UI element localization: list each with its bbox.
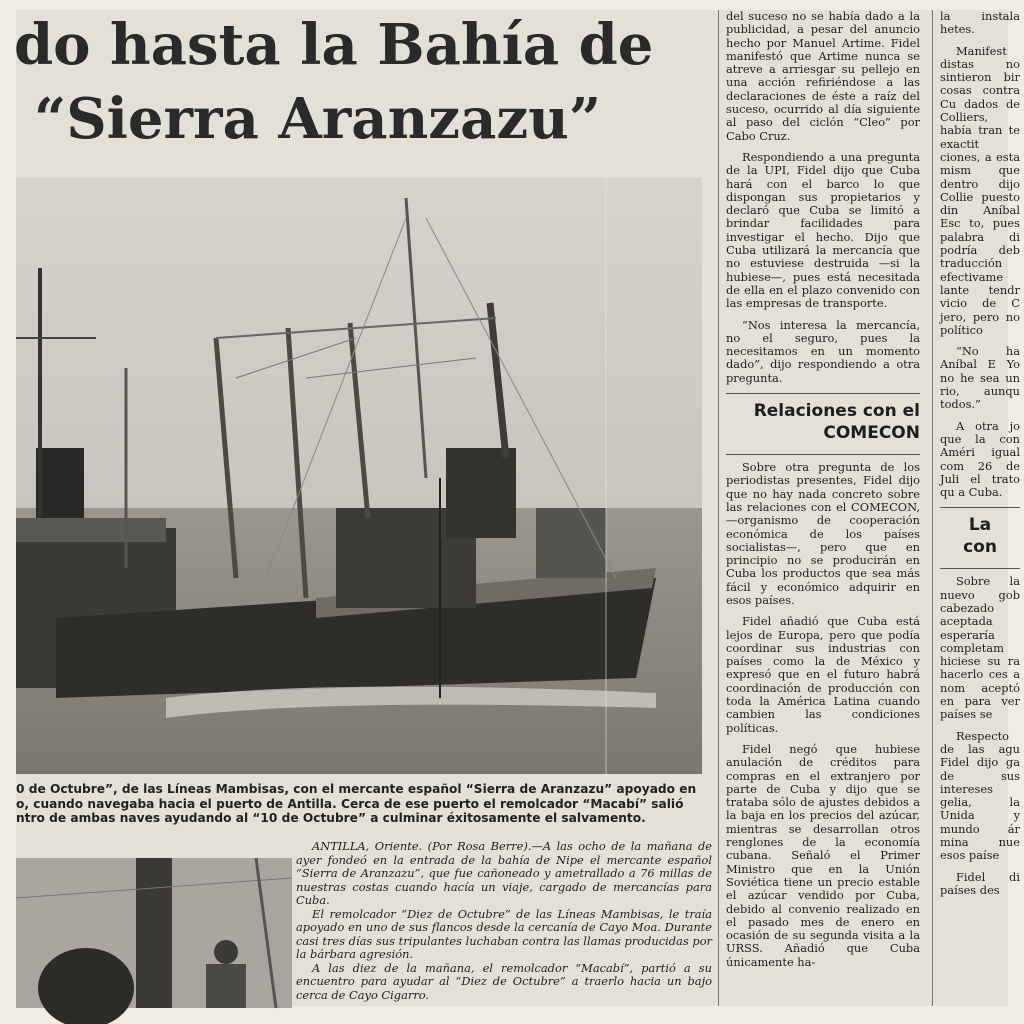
caption-line: ntro de ambas naves ayudando al “10 de Octubre” a culminar éxitosamente el salvamento. — [16, 811, 646, 825]
subhead-line-2: COMECON — [823, 423, 920, 444]
subhead-line-1: Relaciones con el — [753, 401, 920, 422]
column-paragraph: del suceso no se había dado a la publicidad, a pesar del anuncio hecho por Manuel Artime. Fidel manifestó que Artime nunca se atreve a arriesgar su pellejo en una acción refiriéndose a las declaraciones de éste a raíz del suceso, ocurrido al día siguiente al paso del ciclón “Cleo” por Cabo Cruz. — [726, 9, 920, 143]
second-photo — [16, 858, 292, 1008]
column-paragraph: Fidel negó que hubiese anulación de créditos para compras en el extranjero por parte de Cuba y dijo que se trataba sólo de ajustes debidos a la baja en los precios del azúcar, mientras se desarrollan otros renglones de la economía cubana. Señaló el Primer Ministro que en la Unión Soviética tiene un precio estable el azúcar vendido por Cuba, debido al convenio realizado en el pasado mes de enero en ocasión de su segunda visita a la URSS. Añadió que Cuba únicamente ha- — [726, 741, 920, 969]
section-divider — [940, 507, 1020, 508]
photo-caption — [16, 782, 716, 826]
section-divider — [940, 568, 1020, 569]
subhead-line-2: con — [963, 537, 997, 558]
section-divider — [726, 393, 920, 394]
section-subhead — [940, 514, 1020, 558]
newspaper-page — [14, 9, 1020, 1006]
column-paragraph: Manifest distas no sintieron bir cosas contra Cu dados de Colliers, había tran te exactit ciones, a esta mism que dentro dijo Collie puesto din Aníbal Esc to, pues palabra di podría deb traducción efectivame lante tendr vicio de C jero, pero no político — [940, 43, 1020, 337]
column-paragraph: la instala hetes. — [940, 9, 1020, 37]
column-paragraph: Sobre otra pregunta de los periodistas presentes, Fidel dijo que no hay nada concreto sobre las relaciones con el COMECON, —organismo de cooperación económica de los países socialistas—, pero que en principio no se producirán en Cuba los productos que sea más fácil y económico adquirir en esos países. — [726, 460, 920, 607]
section-subhead — [726, 400, 920, 444]
caption-line: o, cuando navegaba hacia el puerto de Antilla. Cerca de ese puerto el remolcador “Macabí” salió — [16, 796, 684, 811]
column-rule — [718, 10, 719, 1006]
column-3 — [940, 10, 1020, 1006]
headline-line-2: “Sierra Aranzazu” — [34, 86, 602, 152]
column-paragraph: “No ha Aníbal E Yo no he sea un rio, aunqu todos.” — [940, 344, 1020, 412]
article-paragraph: A las diez de la mañana, el remolcador “Macabí”, partió a su encuentro para ayudar al “Diez de Octubre” a traerlo hacia un bajo cerca de Cayo Cigarro. — [296, 960, 712, 1002]
article-paragraph: ANTILLA, Oriente. (Por Rosa Berre).—A las ocho de la mañana de ayer fondeó en la entrada de la bahía de Nipe el mercante español “Sierra de Aranzazu”, que fue cañoneado y ametrallado a 76 millas de nuestras costas cuando hacía un viaje, cargado de mercancías para Cuba. — [296, 839, 712, 907]
column-paragraph: “Nos interesa la mercancía, no el seguro, pues la necesitamos en un momento dado”, dijo respondiendo a otra pregunta. — [726, 317, 920, 385]
column-paragraph: Respondiendo a una pregunta de la UPI, Fidel dijo que Cuba hará con el barco lo que dispongan sus propietarios y declaró que Cuba se limitó a brindar facilidades para investigar el hecho. Dijo que Cuba utilizará la mercancía que no estuviese destruida —si la hubiese—, pues está necesitada de ella en el plazo convenido con las empresas de transporte. — [726, 149, 920, 311]
column-paragraph: A otra jo que la con Améri igual com 26 de Juli el trato qu a Cuba. — [940, 418, 1020, 500]
article-body — [296, 840, 712, 1002]
headline — [16, 10, 716, 178]
headline-line-1: do hasta la Bahía de — [14, 12, 654, 78]
column-paragraph: Sobre la nuevo gob cabezado aceptada esperaría completam hiciese su ra hacerlo ces a nom aceptó en para ver países se — [940, 574, 1020, 722]
column-paragraph: Fidel añadió que Cuba está lejos de Europa, pero que podía coordinar sus industrias con países como la de México y expresó que en el futuro habrá coordinación de producción con toda la América Latina cuando cambien las condiciones políticas. — [726, 614, 920, 735]
column-paragraph: Fidel di países des — [940, 869, 1020, 897]
column-rule — [932, 10, 933, 1006]
column-paragraph: Respecto de las agu Fidel dijo ga de sus intereses gelia, la Unida y mundo ár mina nue esos paíse — [940, 728, 1020, 863]
subhead-line-1: La — [968, 515, 992, 536]
article-paragraph: El remolcador “Diez de Octubre” de las Líneas Mambisas, le traía apoyado en uno de sus flancos desde la cercanía de Cayo Moa. Durante casi tres días sus tripulantes luchaban contra las llamas producidas por la bárbara agresión. — [296, 906, 712, 961]
caption-line: 0 de Octubre”, de las Líneas Mambisas, con el mercante español “Sierra de Aranzazu” apoyado en — [16, 782, 697, 796]
section-divider — [726, 454, 920, 455]
column-2 — [726, 10, 920, 1006]
ship-photo — [16, 178, 702, 774]
